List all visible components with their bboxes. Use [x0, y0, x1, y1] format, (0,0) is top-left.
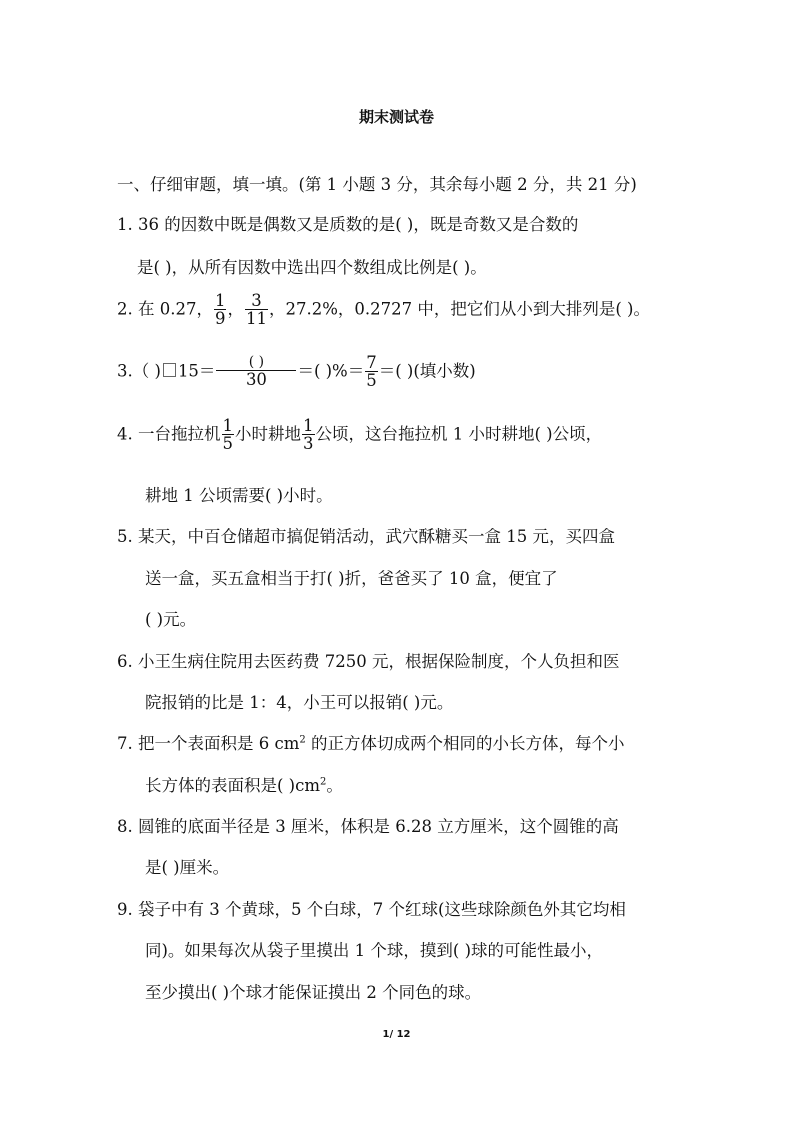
fraction-1-3 [302, 417, 315, 453]
question-4-text-b: 小时耕地 [235, 424, 301, 444]
question-9-line-1: 9. 袋子中有 3 个黄球，5 个白球，7 个红球(这些球除颜色外其它均相 [117, 900, 626, 919]
question-6-line-1: 6. 小王生病住院用去医药费 7250 元，根据保险制度，个人负担和医 [117, 652, 620, 671]
fraction-numerator: ( ) [216, 355, 296, 371]
superscript: 2 [320, 776, 327, 788]
question-5-line-3: ( )元。 [145, 610, 197, 629]
fraction-denominator: 11 [245, 309, 267, 329]
question-7-text-d: 。 [326, 776, 343, 795]
question-3-text-b: 15＝ [177, 361, 216, 381]
question-8-line-2: 是( )厘米。 [145, 858, 230, 877]
fraction-numerator: 1 [214, 291, 226, 310]
question-7-line-1 [117, 730, 625, 754]
question-1-line-2: 是( )，从所有因数中选出四个数组成比例是( )。 [137, 258, 487, 277]
missing-symbol-box-icon [163, 363, 176, 377]
question-4-text-c: 公顷，这台拖拉机 1 小时耕地( )公顷， [315, 424, 603, 444]
question-9-line-3: 至少摸出( )个球才能保证摸出 2 个同色的球。 [145, 983, 482, 1002]
page-number: 1/ 12 [382, 1029, 411, 1040]
separator: ， [227, 299, 244, 319]
question-7-text-c: 长方体的表面积是( )cm [145, 776, 321, 795]
fraction-3-11 [245, 292, 268, 328]
question-7-text-b: 的正方体切成两个相同的小长方体，每个小 [305, 734, 625, 753]
fraction-denominator: 30 [245, 370, 267, 389]
fraction-denominator: 5 [366, 371, 377, 391]
fraction-denominator: 5 [222, 434, 233, 454]
question-2 [117, 292, 650, 328]
question-4-line-2: 耕地 1 公顷需要( )小时。 [145, 486, 333, 505]
page-title: 期末测试卷 [358, 108, 434, 126]
question-1-line-1: 1. 36 的因数中既是偶数又是质数的是( )，既是奇数又是合数的 [117, 215, 579, 234]
question-3-text-d: ＝( )(填小数) [378, 361, 476, 381]
question-3-text-a: 3.（ ) [117, 361, 161, 381]
fraction-numerator: 1 [303, 416, 314, 435]
fraction-7-5 [365, 354, 378, 390]
question-3-text-c: ＝( )%＝ [297, 361, 365, 381]
fraction-1-5 [222, 417, 235, 453]
question-5-line-2: 送一盒，买五盒相当于打( )折，爸爸买了 10 盒，便宜了 [145, 569, 558, 588]
fraction-blank-30 [216, 355, 296, 388]
question-2-text-a: 2. 在 0.27， [117, 299, 213, 319]
question-7-line-2 [145, 772, 343, 796]
question-9-line-2: 同)。如果每次从袋子里摸出 1 个球，摸到( )球的可能性最小， [145, 941, 604, 960]
superscript: 2 [299, 734, 306, 746]
question-6-line-2: 院报销的比是 1：4，小王可以报销( )元。 [145, 693, 454, 712]
fraction-denominator: 3 [303, 434, 314, 454]
question-4-line-1 [117, 417, 602, 453]
fraction-numerator: 3 [245, 292, 268, 310]
question-8-line-1: 8. 圆锥的底面半径是 3 厘米，体积是 6.28 立方厘米，这个圆锥的高 [117, 817, 619, 836]
section-heading: 一、仔细审题，填一填。(第 1 小题 3 分，其余每小题 2 分，共 21 分) [117, 175, 637, 194]
question-5-line-1: 5. 某天，中百仓储超市搞促销活动，武穴酥糖买一盒 15 元，买四盒 [117, 527, 615, 546]
question-4-text-a: 4. 一台拖拉机 [117, 424, 221, 444]
question-7-text-a: 7. 把一个表面积是 6 cm [117, 734, 300, 753]
question-2-text-b: ，27.2%，0.2727 中，把它们从小到大排列是( )。 [268, 299, 650, 319]
fraction-numerator: 1 [222, 416, 233, 435]
fraction-1-9 [214, 292, 227, 328]
question-3 [117, 354, 476, 390]
fraction-denominator: 9 [214, 309, 226, 329]
fraction-numerator: 7 [366, 353, 377, 372]
